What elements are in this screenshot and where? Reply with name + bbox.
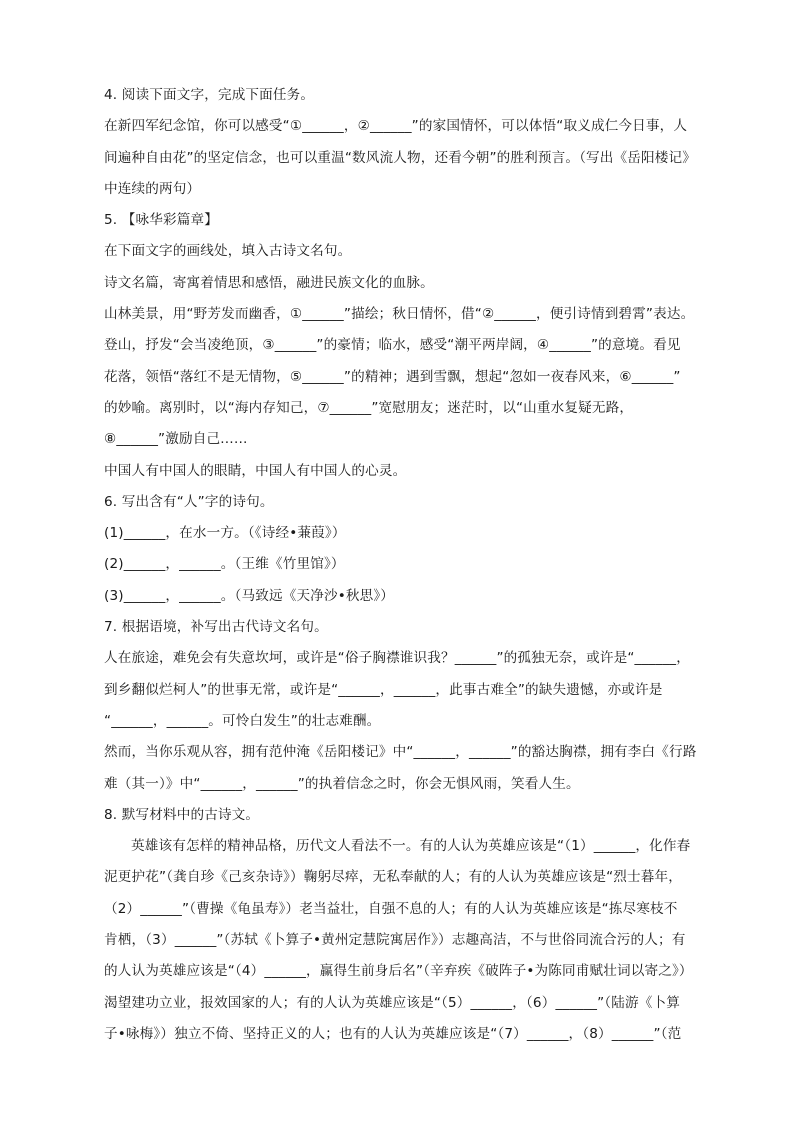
question-5-text-line: 山林美景，用“野芳发而幽香，①______”描绘；秋日情怀，借“②______，便引诗情到碧霄”表达。	[104, 306, 695, 323]
question-7-text-line: “______，______。可怜白发生”的壮志难酬。	[104, 712, 381, 729]
question-7-heading: 7. 根据语境，补写出古代诗文名句。	[104, 619, 328, 636]
question-8-text-line: 英雄该有怎样的精神品格，历代文人看法不一。有的人认为英雄应该是“（1）______，化作春	[131, 838, 691, 855]
question-4-text-line: 中连续的两句）	[104, 180, 201, 197]
question-6-item-3: (3)______，______。（马致远《天净沙•秋思》）	[104, 587, 395, 604]
question-5-text-line: 中国人有中国人的眼睛，中国人有中国人的心灵。	[104, 462, 407, 479]
question-6-item-2: (2)______，______。（王维《竹里馆》）	[104, 556, 345, 573]
question-5-text-line: 登山，抒发“会当凌绝顶，③______”的豪情；临水，感受“潮平两岸阔，④______”的意境。看见	[104, 337, 681, 354]
question-5-heading: 5. 【咏华彩篇章】	[104, 212, 218, 229]
question-4-heading: 4. 阅读下面文字，完成下面任务。	[104, 87, 315, 103]
question-8-text-line: （2）______”（曹操《龟虽寿》）老当益壮，自强不息的人；有的人认为英雄应该是“拣尽寒枝不	[104, 900, 678, 917]
question-4-text-line: 在新四军纪念馆，你可以感受“①______，②______”的家国情怀，可以体悟“取义成仁今日事，人	[104, 118, 688, 135]
question-5-text-line: ⑧______”激励自己……	[104, 431, 248, 448]
question-7-text-line: 然而，当你乐观从容，拥有范仲淹《岳阳楼记》中“______，______”的豁达胸襟，拥有李白《行路	[104, 744, 697, 761]
question-5-text-line: 花落，领悟“落红不是无情物，⑤______”的精神；遇到雪飘，想起“忽如一夜春风来，⑥______”	[104, 368, 681, 385]
question-7-text-line: 人在旅途，难免会有失意坎坷，或许是“俗子胸襟谁识我？______”的孤独无奈，或许是“______，	[104, 650, 690, 667]
question-8-text-line: 肯栖，（3）______”（苏轼《卜算子•黄州定慧院寓居作》）志趣高洁，不与世俗同流合污的人；有	[104, 932, 686, 949]
question-8-text-line: 渴望建功立业，报效国家的人；有的人认为英雄应该是“（5）______，（6）______”（陆游《卜算	[104, 994, 680, 1011]
question-7-text-line: 难（其一）》中“______，______”的执着信念之时，你会无惧风雨，笑看人生。	[104, 775, 580, 792]
question-8-heading: 8. 默写材料中的古诗文。	[104, 806, 260, 823]
question-7-text-line: 到乡翻似烂柯人”的世事无常，或许是“______，______，此事古难全”的缺失遗憾，亦或许是	[104, 681, 663, 698]
question-5-instruction: 在下面文字的画线处，填入古诗文名句。	[104, 243, 352, 260]
question-8-text-line: 泥更护花”（龚自珍《己亥杂诗》）鞠躬尽瘁，无私奉献的人；有的人认为英雄应该是“烈士暮年，	[104, 869, 683, 886]
question-4-text-line: 间遍种自由花”的坚定信念，也可以重温“数风流人物，还看今朝”的胜利预言。（写出《岳阳楼记》	[104, 149, 697, 166]
question-6-heading: 6. 写出含有“人”字的诗句。	[104, 493, 274, 510]
question-5-text-line: 的妙喻。离别时，以“海内存知己，⑦______”宽慰朋友；迷茫时，以“山重水复疑无路，	[104, 399, 634, 416]
document-body	[104, 80, 726, 1050]
question-8-text-line: 的人认为英雄应该是“（4）______，赢得生前身后名”（辛弃疾《破阵子•为陈同甫赋壮词以寄之》）	[104, 963, 693, 980]
question-5-text-line: 诗文名篇，寄寓着情思和感悟，融进民族文化的血脉。	[104, 274, 434, 291]
question-6-item-1: (1)______，在水一方。（《诗经•蒹葭》）	[104, 525, 346, 542]
question-8-text-line: 子•咏梅》）独立不倚、坚持正义的人；也有的人认为英雄应该是“（7）______，（8）______”（范	[104, 1025, 682, 1042]
